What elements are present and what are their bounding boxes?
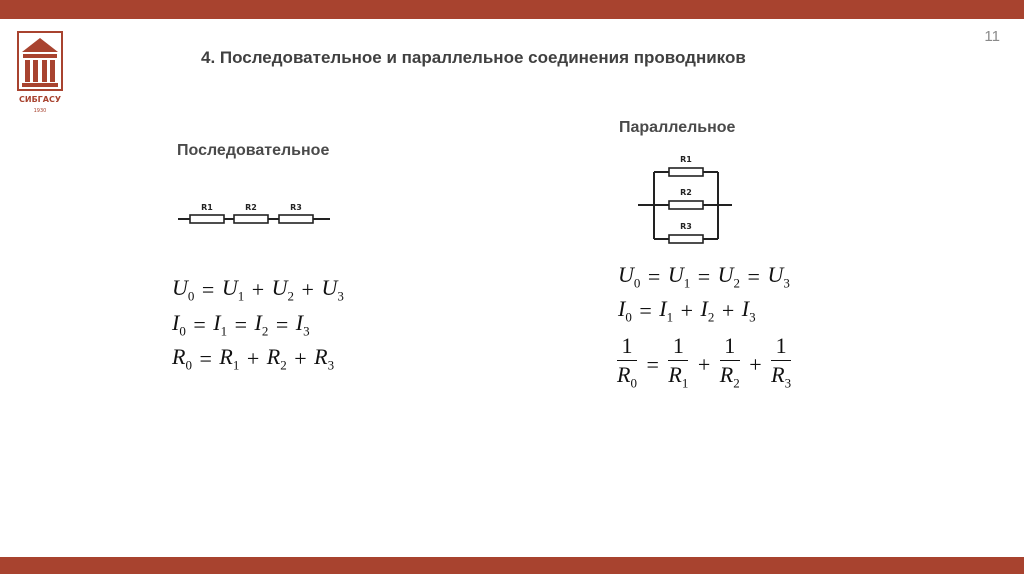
top-accent-bar bbox=[0, 0, 1024, 19]
resistor-r1 bbox=[669, 168, 703, 176]
slide-title: 4. Последовательное и параллельное соединения проводников bbox=[201, 48, 746, 67]
parallel-heading: Параллельное bbox=[619, 119, 736, 136]
series-current-formula: $I_0 = I_1 = I_2 = I_3$ bbox=[172, 310, 310, 339]
parallel-resistance-formula: $\frac{1}{R_0}$ = $\frac{1}{R_1}$ + $\frac{1}{R_2}$ + $\frac{1}{R_3}$ bbox=[615, 332, 793, 397]
resistor-r1 bbox=[190, 215, 224, 223]
series-voltage-formula: $U_0 = U_1 + U_2 + U_3$ bbox=[172, 275, 344, 304]
fraction-r3: $\frac{1}{R_3}$ bbox=[771, 333, 792, 391]
label-r1: R1 bbox=[680, 155, 692, 164]
logo-subtext: 1930 bbox=[33, 108, 47, 114]
logo-text: СИБГАСУ bbox=[19, 95, 61, 104]
fraction-r2: $\frac{1}{R_2}$ bbox=[719, 333, 740, 391]
resistor-r2 bbox=[669, 201, 703, 209]
university-logo bbox=[14, 30, 66, 120]
label-r3: R3 bbox=[680, 222, 692, 231]
series-heading: Последовательное bbox=[177, 142, 330, 159]
label-r2: R2 bbox=[245, 203, 257, 212]
resistor-r3 bbox=[279, 215, 313, 223]
resistor-r2 bbox=[234, 215, 268, 223]
fraction-r0: $\frac{1}{R_0}$ bbox=[617, 333, 637, 391]
series-circuit-diagram bbox=[176, 198, 336, 230]
page-number: 11 bbox=[984, 28, 1000, 45]
series-resistance-formula: $R_0 = R_1 + R_2 + R_3$ bbox=[172, 344, 335, 373]
label-r3: R3 bbox=[290, 203, 302, 212]
label-r1: R1 bbox=[201, 203, 213, 212]
resistor-r3 bbox=[669, 235, 703, 243]
label-r2: R2 bbox=[680, 188, 692, 197]
parallel-current-formula: $I_0 = I_1 + I_2 + I_3$ bbox=[618, 296, 756, 325]
fraction-r1: $\frac{1}{R_1}$ bbox=[668, 333, 689, 391]
bottom-accent-bar bbox=[0, 557, 1024, 574]
parallel-voltage-formula: $U_0 = U_1 = U_2 = U_3$ bbox=[618, 262, 790, 291]
parallel-circuit-diagram bbox=[636, 150, 736, 246]
